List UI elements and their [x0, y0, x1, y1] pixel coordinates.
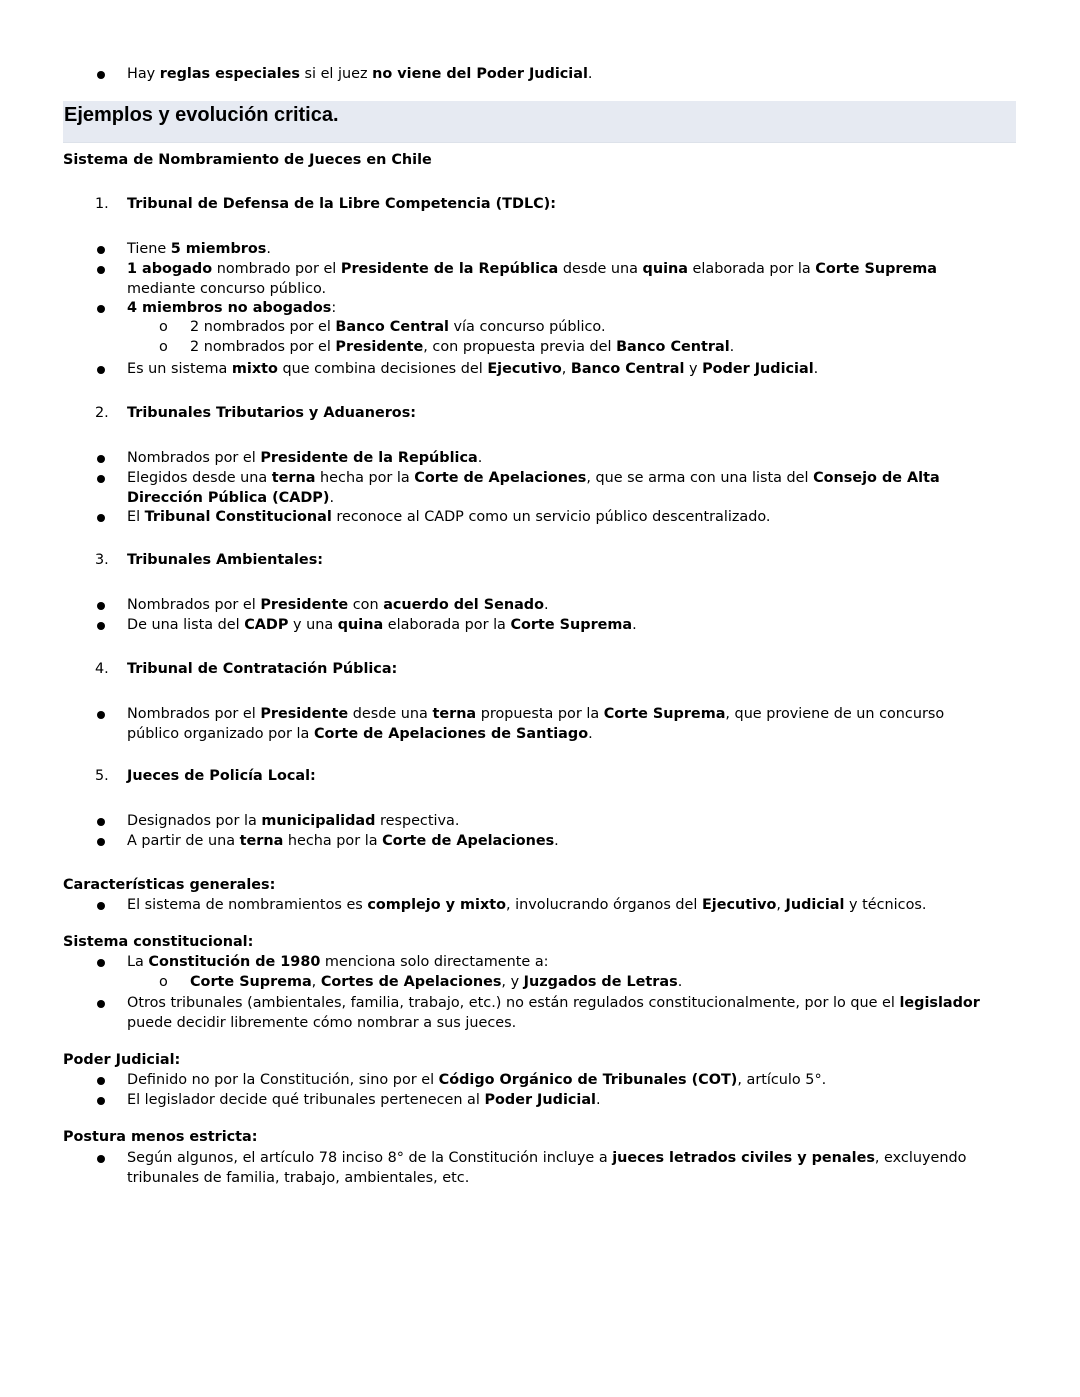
- circle-bullet-icon: o: [159, 319, 168, 335]
- item-title: Tribunal de Contratación Pública:: [127, 661, 398, 677]
- bullet-icon: [97, 902, 105, 910]
- bullet-icon: [97, 514, 105, 522]
- bullet-icon: [97, 1000, 105, 1008]
- item-title: Tribunal de Defensa de la Libre Competencia (TDLC):: [127, 196, 557, 212]
- bullet-icon: [97, 1097, 105, 1105]
- bullet-icon: [97, 711, 105, 719]
- bullet-icon: [97, 818, 105, 826]
- bullet-icon: [97, 1155, 105, 1163]
- bullet-icon: [97, 366, 105, 374]
- bullet-icon: [97, 266, 105, 274]
- bullet-icon: [97, 305, 105, 313]
- item-title: Jueces de Policía Local:: [127, 768, 316, 784]
- bullet-icon: [97, 602, 105, 610]
- item-number: 5.: [95, 768, 109, 784]
- bullet-icon: [97, 959, 105, 967]
- item-number: 3.: [95, 552, 109, 568]
- item-title: Tribunales Ambientales:: [127, 552, 324, 568]
- section-heading: Ejemplos y evolución critica.: [64, 104, 339, 126]
- item-number: 4.: [95, 661, 109, 677]
- bullet-icon: [97, 455, 105, 463]
- bullet-text: Hay reglas especiales si el juez no viene del Poder Judicial.: [127, 66, 593, 82]
- section-heading-band: [63, 101, 1016, 143]
- circle-bullet-icon: o: [159, 339, 168, 355]
- bullet-icon: [97, 475, 105, 483]
- item-number: 2.: [95, 405, 109, 421]
- item-number: 1.: [95, 196, 109, 212]
- bullet-icon: [97, 1077, 105, 1085]
- bullet-icon: [97, 246, 105, 254]
- bullet-icon: [97, 71, 105, 79]
- bullet-icon: [97, 622, 105, 630]
- item-title: Tribunales Tributarios y Aduaneros:: [127, 405, 417, 421]
- circle-bullet-icon: o: [159, 974, 168, 990]
- bullet-icon: [97, 838, 105, 846]
